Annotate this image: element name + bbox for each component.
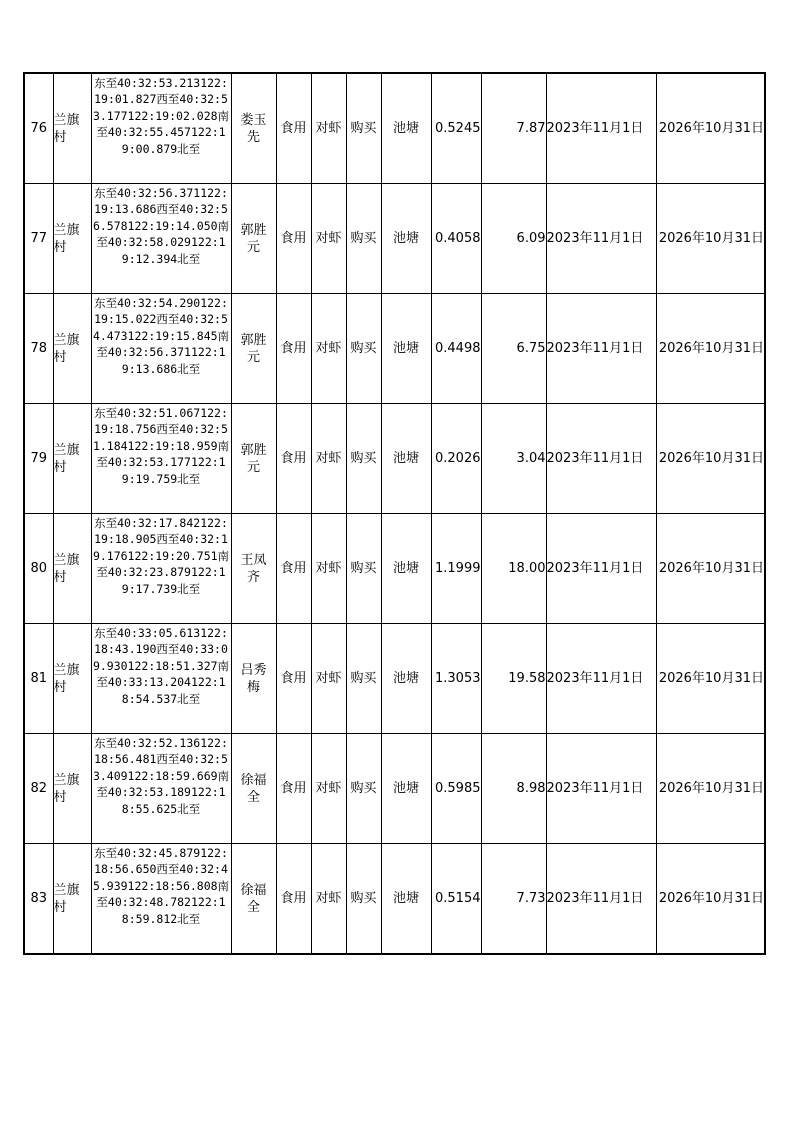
coordinates-text: 东至40:32:17.842122:19:18.905西至40:32:19.176122:19:20.751南至40:32:23.879122:19:17.739北至	[92, 515, 230, 596]
amount-cell: 18.00	[481, 514, 546, 624]
village-name: 兰旗村	[53, 882, 80, 915]
species-cell: 对虾	[311, 404, 346, 514]
species-cell: 对虾	[311, 184, 346, 294]
area-cell: 0.4498	[431, 294, 481, 404]
source-cell: 购买	[346, 73, 381, 184]
area-cell: 0.5985	[431, 734, 481, 844]
row-number: 83	[24, 844, 53, 955]
type-cell: 池塘	[381, 404, 431, 514]
amount-cell: 7.87	[481, 73, 546, 184]
coordinates-text: 东至40:32:52.136122:18:56.481西至40:32:53.409122:18:59.669南至40:32:53.189122:18:55.625北至	[92, 735, 230, 816]
coordinates-cell	[91, 294, 231, 404]
start-date-cell: 2023年11月1日	[546, 844, 656, 955]
owner-name: 郭胜元	[240, 332, 267, 365]
village-cell	[53, 624, 91, 734]
village-name: 兰旗村	[53, 112, 80, 145]
use-cell: 食用	[276, 844, 311, 955]
row-number: 77	[24, 184, 53, 294]
owner-name: 王凤齐	[240, 552, 267, 585]
use-cell: 食用	[276, 184, 311, 294]
coordinates-cell	[91, 844, 231, 955]
area-cell: 0.4058	[431, 184, 481, 294]
area-cell: 0.2026	[431, 404, 481, 514]
type-cell: 池塘	[381, 844, 431, 955]
end-date-cell: 2026年10月31日	[656, 184, 765, 294]
start-date-cell: 2023年11月1日	[546, 734, 656, 844]
village-name: 兰旗村	[53, 662, 80, 695]
coordinates-cell	[91, 734, 231, 844]
table-row	[24, 514, 765, 624]
row-number: 80	[24, 514, 53, 624]
village-cell	[53, 404, 91, 514]
coordinates-text: 东至40:33:05.613122:18:43.190西至40:33:09.930122:18:51.327南至40:33:13.204122:18:54.537北至	[92, 625, 230, 706]
use-cell: 食用	[276, 514, 311, 624]
end-date-cell: 2026年10月31日	[656, 294, 765, 404]
source-cell: 购买	[346, 404, 381, 514]
area-cell: 1.3053	[431, 624, 481, 734]
table-row	[24, 734, 765, 844]
start-date-cell: 2023年11月1日	[546, 294, 656, 404]
coordinates-text: 东至40:32:51.067122:19:18.756西至40:32:51.184122:19:18.959南至40:32:53.177122:19:19.759北至	[92, 405, 230, 486]
table-body	[24, 73, 765, 954]
row-number: 82	[24, 734, 53, 844]
start-date-cell: 2023年11月1日	[546, 184, 656, 294]
species-cell: 对虾	[311, 294, 346, 404]
use-cell: 食用	[276, 294, 311, 404]
owner-name: 吕秀梅	[240, 662, 267, 695]
end-date-cell: 2026年10月31日	[656, 734, 765, 844]
owner-name: 郭胜元	[240, 442, 267, 475]
amount-cell: 8.98	[481, 734, 546, 844]
owner-cell	[231, 294, 276, 404]
area-cell: 1.1999	[431, 514, 481, 624]
owner-name: 郭胜元	[240, 222, 267, 255]
start-date-cell: 2023年11月1日	[546, 624, 656, 734]
use-cell: 食用	[276, 404, 311, 514]
source-cell: 购买	[346, 294, 381, 404]
start-date-cell: 2023年11月1日	[546, 73, 656, 184]
village-name: 兰旗村	[53, 442, 80, 475]
start-date-cell: 2023年11月1日	[546, 514, 656, 624]
species-cell: 对虾	[311, 844, 346, 955]
coordinates-text: 东至40:32:54.290122:19:15.022西至40:32:54.473122:19:15.845南至40:32:56.371122:19:13.686北至	[92, 295, 230, 376]
table-row	[24, 73, 765, 184]
type-cell: 池塘	[381, 624, 431, 734]
coordinates-cell	[91, 184, 231, 294]
owner-cell	[231, 624, 276, 734]
source-cell: 购买	[346, 624, 381, 734]
owner-cell	[231, 404, 276, 514]
species-cell: 对虾	[311, 514, 346, 624]
source-cell: 购买	[346, 734, 381, 844]
end-date-cell: 2026年10月31日	[656, 514, 765, 624]
amount-cell: 3.04	[481, 404, 546, 514]
village-cell	[53, 734, 91, 844]
use-cell: 食用	[276, 734, 311, 844]
area-cell: 0.5245	[431, 73, 481, 184]
type-cell: 池塘	[381, 514, 431, 624]
coordinates-text: 东至40:32:53.213122:19:01.827西至40:32:53.177122:19:02.028南至40:32:55.457122:19:00.879北至	[92, 75, 230, 156]
type-cell: 池塘	[381, 734, 431, 844]
coordinates-cell	[91, 624, 231, 734]
amount-cell: 7.73	[481, 844, 546, 955]
row-number: 76	[24, 73, 53, 184]
village-cell	[53, 844, 91, 955]
table-row	[24, 404, 765, 514]
village-cell	[53, 514, 91, 624]
records-table	[23, 72, 766, 955]
owner-cell	[231, 514, 276, 624]
village-name: 兰旗村	[53, 552, 80, 585]
owner-cell	[231, 844, 276, 955]
species-cell: 对虾	[311, 734, 346, 844]
village-cell	[53, 73, 91, 184]
end-date-cell: 2026年10月31日	[656, 73, 765, 184]
species-cell: 对虾	[311, 73, 346, 184]
type-cell: 池塘	[381, 294, 431, 404]
use-cell: 食用	[276, 624, 311, 734]
area-cell: 0.5154	[431, 844, 481, 955]
row-number: 81	[24, 624, 53, 734]
amount-cell: 6.09	[481, 184, 546, 294]
coordinates-text: 东至40:32:56.371122:19:13.686西至40:32:56.578122:19:14.050南至40:32:58.029122:19:12.394北至	[92, 185, 230, 266]
row-number: 78	[24, 294, 53, 404]
owner-name: 徐福全	[240, 772, 267, 805]
village-name: 兰旗村	[53, 332, 80, 365]
source-cell: 购买	[346, 844, 381, 955]
amount-cell: 6.75	[481, 294, 546, 404]
type-cell: 池塘	[381, 73, 431, 184]
end-date-cell: 2026年10月31日	[656, 404, 765, 514]
coordinates-text: 东至40:32:45.879122:18:56.650西至40:32:45.939122:18:56.808南至40:32:48.782122:18:59.812北至	[92, 845, 230, 926]
row-number: 79	[24, 404, 53, 514]
species-cell: 对虾	[311, 624, 346, 734]
village-name: 兰旗村	[53, 222, 80, 255]
end-date-cell: 2026年10月31日	[656, 624, 765, 734]
amount-cell: 19.58	[481, 624, 546, 734]
end-date-cell: 2026年10月31日	[656, 844, 765, 955]
table-row	[24, 844, 765, 955]
village-cell	[53, 184, 91, 294]
table-row	[24, 294, 765, 404]
coordinates-cell	[91, 73, 231, 184]
table-row	[24, 624, 765, 734]
village-cell	[53, 294, 91, 404]
coordinates-cell	[91, 514, 231, 624]
owner-cell	[231, 184, 276, 294]
owner-name: 徐福全	[240, 882, 267, 915]
village-name: 兰旗村	[53, 772, 80, 805]
owner-name: 娄玉先	[240, 112, 267, 145]
owner-cell	[231, 73, 276, 184]
coordinates-cell	[91, 404, 231, 514]
source-cell: 购买	[346, 514, 381, 624]
table-row	[24, 184, 765, 294]
type-cell: 池塘	[381, 184, 431, 294]
owner-cell	[231, 734, 276, 844]
use-cell: 食用	[276, 73, 311, 184]
start-date-cell: 2023年11月1日	[546, 404, 656, 514]
source-cell: 购买	[346, 184, 381, 294]
